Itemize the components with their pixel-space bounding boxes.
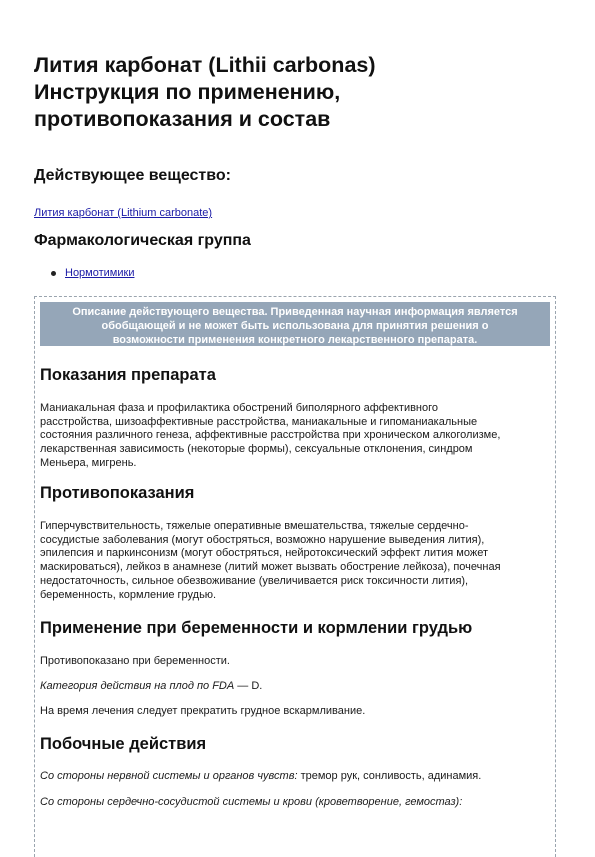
side-effects-heading: Побочные действия [40,735,207,753]
indications-line: Маниакальная фаза и профилактика обострений биполярного аффективного [40,402,439,414]
notice-banner [40,302,550,346]
title-line-1: Лития карбонат (Lithii carbonas) [34,53,376,77]
title-line-2: Инструкция по применению, [34,80,341,104]
pregnancy-line [40,680,555,694]
indications-line: Меньера, мигрень. [40,456,137,469]
pharm-group-link[interactable]: Нормотимики [65,267,135,279]
pharm-group-list-item [51,267,134,279]
nervous-system-label: Со стороны нервной системы и органов чувств: [40,770,298,782]
pharm-group-heading: Фармакологическая группа [34,232,251,249]
indications-heading: Показания препарата [40,366,216,384]
side-effects-text-2 [40,796,555,810]
pregnancy-text-3 [40,705,555,719]
pregnancy-line: На время лечения следует прекратить грудное вскармливание. [40,705,366,717]
side-effects-text-1 [40,770,555,784]
contraindications-line: беременность, кормление грудью. [40,588,217,601]
contraindications-heading: Противопоказания [40,484,195,502]
contraindications-text [40,520,555,602]
fda-category-label: Категория действия на плод по FDA [40,680,235,692]
substance-description-box [34,296,556,857]
pregnancy-heading: Применение при беременности и кормлении грудью [40,619,473,637]
pregnancy-text-2 [40,680,555,694]
indications-line: лекарственная зависимость (некоторые формы), сексуальные отклонения, синдром [40,443,473,456]
active-substance-link[interactable]: Лития карбонат (Lithium carbonate) [34,207,213,219]
title-line-3: противопоказания и состав [34,107,331,131]
active-substance-heading: Действующее вещество: [34,167,231,184]
cardiovascular-label: Со стороны сердечно-сосудистой системы и крови (кроветворение, гемостаз): [40,796,463,808]
pregnancy-line: Противопоказано при беременности. [40,655,230,667]
notice-line-3: возможности применения конкретного лекарственного препарата. [112,334,478,346]
notice-line-2: обобщающей и не может быть использована для принятия решения о [101,320,489,332]
contraindications-line: Гиперчувствительность, тяжелые оперативные вмешательства, тяжелые сердечно- [40,520,469,532]
fda-category-value: — D. [234,680,263,692]
contraindications-line: маскироваться), лейкоз в анамнезе (литий может вызвать обострение лейкоза), почечная [40,561,501,574]
contraindications-line: сосудистые заболевания (могут обостряться, возможно нарушение выведения лития), [40,533,485,546]
nervous-system-effects: тремор рук, сонливость, адинамия. [297,770,482,782]
notice-line-1: Описание действующего вещества. Приведенная научная информация является [72,306,518,318]
indications-line: расстройства, шизоаффективные расстройства, маниакальные и гипоманиакальные [40,415,478,428]
indications-text [40,402,555,471]
contraindications-line: эпилепсия и паркинсонизм (могут обостряться, нейротоксический эффект лития может [40,547,488,560]
contraindications-line: недостаточность, сильное обезвоживание (увеличивается риск токсичности лития), [40,574,469,587]
page-title [34,52,564,133]
indications-line: состояния различного генеза, аффективные расстройства при хроническом алкоголизме, [40,429,501,442]
side-effects-line [40,770,555,784]
pregnancy-text-1 [40,655,555,669]
bullet-icon [51,271,56,276]
